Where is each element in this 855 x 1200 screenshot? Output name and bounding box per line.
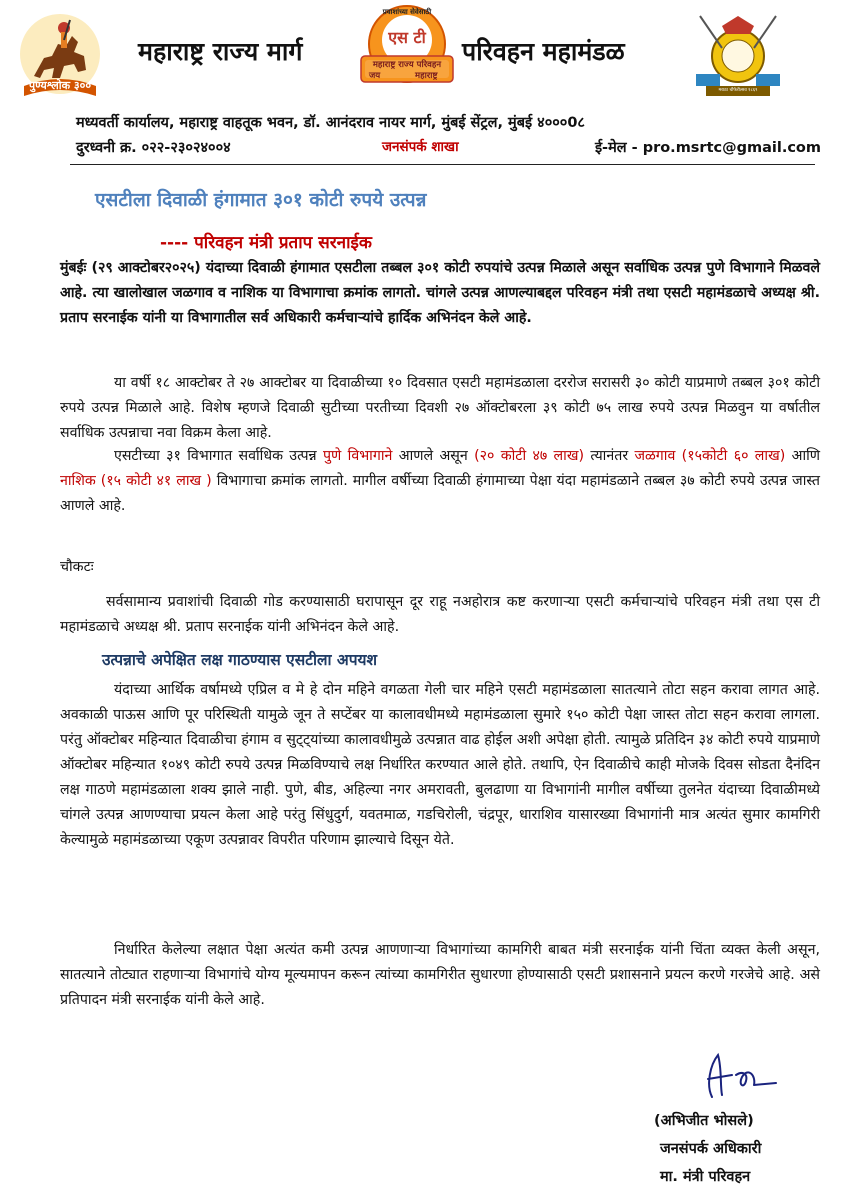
msrtc-logo <box>357 2 457 100</box>
p3-pune-amount: (२० कोटी ४७ लाख) <box>474 448 584 464</box>
logo-center-banner-line1: महाराष्ट्र राज्य परिवहन <box>372 60 442 70</box>
right-emblem <box>692 8 784 100</box>
p3-text-3: त्यानंतर <box>584 448 635 464</box>
paragraph-1: मुंबईः (२९ आक्टोबर२०२५) यंदाच्या दिवाळी हंगामात एसटीला तब्बल ३०१ कोटी रुपयांचे उत्पन्न मिळाले असून सर्वाधिक उत्पन्न पुणे विभागाने मिळवले आहे. त्या खालोखाल जळगाव व नाशिक या विभागाचा क्रमांक लागतो. चांगले उत्पन्न आणल्याबद्दल परिवहन मंत्री तथा एसटी महामंडळाचे अध्यक्ष श्री. प्रताप सरनाईक यांनी या विभागातील सर्व अधिकारी कर्मचाऱ्यांचे हार्दिक अभिनंदन केले आहे. <box>60 260 820 326</box>
press-release-headline: एसटीला दिवाळी हंगामात ३०१ कोटी रुपये उत्पन्न <box>95 189 427 211</box>
header-title-left: महाराष्ट्र राज्य मार्ग <box>138 37 303 66</box>
p3-nashik: नाशिक (१५ कोटी ४१ लाख ) <box>60 473 212 489</box>
logo-center-ring-text: प्रवाशांच्या सेवेसाठी <box>382 8 432 16</box>
p3-text-4: आणि <box>785 448 821 464</box>
logo-center-banner-line2-left: जय <box>369 71 381 81</box>
office-address: मध्यवर्ती कार्यालय, महाराष्ट्र वाहतूक भवन, डॉ. आनंदराव नायर मार्ग, मुंबई सेंट्रल, मुंबई ४०००0८ <box>76 115 585 131</box>
header-title-right: परिवहन महामंडळ <box>462 37 625 66</box>
chaukat-label: चौकटः <box>60 559 94 575</box>
p3-pune: पुणे विभागाने <box>322 448 393 464</box>
paragraph-5: यंदाच्या आर्थिक वर्षामध्ये एप्रिल व मे हे दोन महिने वगळता गेली चार महिने एसटी महामंडळाला सातत्याने तोटा सहन करावा लागत आहे. अवकाळी पाऊस आणि पूर परिस्थिती यामुळे जून ते सप्टेंबर या कालावधीमध्ये महामंडळाला सुमारे १५० कोटी पेक्षा जास्त तोटा सहन करावा लागला. परंतु ऑक्टोबर महिन्यात दिवाळीचा हंगाम व सुट्ट्यांच्या कालावधीमुळे उत्पन्नात वाढ होईल अशी अपेक्षा होती. त्यामुळे प्रतिदिन ३४ कोटी रुपये याप्रमाणे ऑक्टोबर महिन्यात १०४९ कोटी रुपये उत्पन्न मिळविण्याचे लक्ष निर्धारित करण्यात आले होते. तथापि, ऐन दिवाळीचे काही मोजके दिवस सोडता दैनंदिन लक्ष गाठणे महामंडळाला शक्य झाले नाही. पुणे, बीड, अहिल्या नगर अमरावती, बुलढाणा या विभागांनी मागील वर्षीच्या तुलनेत यंदाच्या दिवाळीमध्ये चांगले उत्पन्न आणण्याचा प्रयत्न केला आहे परंतु सिंधुदुर्ग, यवतमाळ, गडचिरोली, चंद्रपूर, धाराशिव यासारख्या विभागांनी मात्र अत्यंत सुमार कामगिरी केल्यामुळे महामंडळाच्या एकूण उत्पन्नावर विपरीत परिणाम झाल्याचे दिसून येते. <box>60 682 820 848</box>
contact-row <box>76 137 821 159</box>
p3-text-2: आणले असून <box>392 448 475 464</box>
email-address: ई-मेल - pro.msrtc@gmail.com <box>594 140 821 156</box>
paragraph-2: या वर्षी १८ आक्टोबर ते २७ आक्टोबर या दिवाळीच्या १० दिवसात एसटी महामंडळाला दररोज सरासरी ३० कोटी याप्रमाणे तब्बल ३०१ कोटी रुपये उत्पन्न मिळाले आहे. विशेष म्हणजे दिवाळी सुटीच्या परतीच्या दिवशी २७ ऑक्टोबरला ३९ कोटी ७५ लाख रुपये उत्पन्न मिळवुन या वर्षातील सर्वाधिक उत्पन्नाचा नवा विक्रम केला आहे. <box>60 375 820 441</box>
logo-center-badge: एस टी <box>388 28 426 47</box>
paragraph-3 <box>60 444 820 519</box>
p3-jalgaon: जळगाव (१५कोटी ६० लाख) <box>634 448 786 464</box>
header-divider <box>70 164 815 165</box>
paragraph-6: निर्धारित केलेल्या लक्षात पेक्षा अत्यंत कमी उत्पन्न आणणाऱ्या विभागांच्या कामगिरी बाबत मंत्री सरनाईक यांनी चिंता व्यक्त केली असून, सातत्याने तोट्यात राहणाऱ्या विभागांचे योग्य मूल्यमापन करून त्यांच्या कामगिरीत सुधारणा होण्यासाठी एसटी प्रशासनाने प्रयत्न करणे गरजेचे आहे. असे प्रतिपादन मंत्री सरनाईक यांनी केले आहे. <box>60 942 820 1008</box>
p3-text-1: एसटीच्या ३१ विभागात सर्वाधिक उत्पन्न <box>114 448 323 464</box>
press-release-byline: ---- परिवहन मंत्री प्रताप सरनाईक <box>160 233 372 253</box>
signatory-office: मा. मंत्री परिवहन <box>660 1169 751 1185</box>
p3-text-5: विभागाचा क्रमांक लागतो. मागील वर्षीच्या दिवाळी हंगामाच्या पेक्षा यंदा महामंडळाने तब्बल ३७ कोटी रुपये उत्पन्न जास्त आणले आहे. <box>60 473 820 514</box>
logo-left-caption: पुण्यश्लोक ३०० <box>28 79 92 92</box>
phone-number: दुरध्वनी क्र. ०२२-२३०२४००४ <box>76 140 231 156</box>
section-subheading: उत्पन्नाचे अपेक्षित लक्ष गाठण्यास एसटीला अपयश <box>102 651 378 669</box>
department-name: जनसंपर्क शाखा <box>382 139 459 155</box>
signatory-designation: जनसंपर्क अधिकारी <box>660 1141 762 1157</box>
paragraph-4: सर्वसामान्य प्रवाशांची दिवाळी गोड करण्यासाठी घरापासून दूर राहू नअहोरात्र कष्ट करणाऱ्या एसटी कर्मचाऱ्यांचे परिवहन मंत्री तथा एस टी महामंडळाचे अध्यक्ष श्री. प्रताप सरनाईक यांनी अभिनंदन केले आहे. <box>60 594 820 635</box>
punyashlok-300-logo <box>14 6 106 104</box>
signatory-name: (अभिजीत भोसले) <box>654 1113 754 1129</box>
logo-center-banner-line2-right: महाराष्ट्र <box>415 71 438 81</box>
handwritten-signature <box>692 1045 782 1105</box>
right-emblem-caption: मराठा चौफेरीत्सव १८६९ <box>718 88 758 93</box>
